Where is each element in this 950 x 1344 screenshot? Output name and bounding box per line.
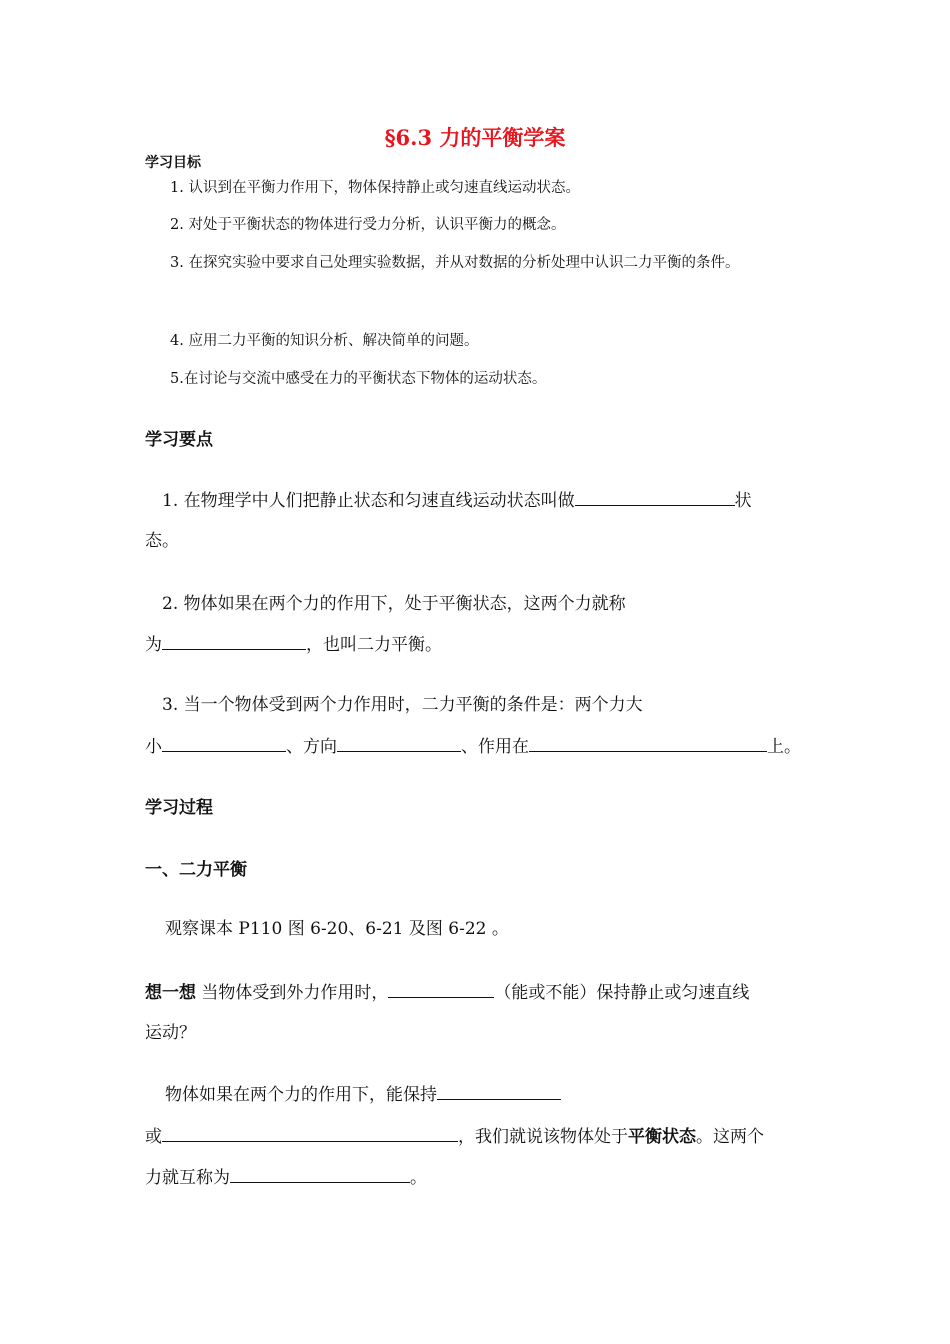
key-point-3-part-c: 、作用在 bbox=[461, 737, 529, 757]
objective-item-4: 4. 应用二力平衡的知识分析、解决简单的问题。 bbox=[170, 333, 479, 349]
key-point-1-text: 1. 在物理学中人们把静止状态和匀速直线运动状态叫做 bbox=[162, 491, 575, 511]
key-point-2-suffix: ，也叫二力平衡。 bbox=[306, 635, 442, 655]
key-point-2: 2. 物体如果在两个力的作用下，处于平衡状态，这两个力就称 bbox=[162, 594, 626, 614]
objectives-heading: 学习目标 bbox=[145, 155, 201, 171]
observe-text: 观察课本 P110 图 6-20、6-21 及图 6-22 。 bbox=[165, 919, 509, 939]
key-point-3-part-b: 、方向 bbox=[286, 737, 337, 757]
para-line1 bbox=[165, 1080, 561, 1105]
process-heading: 学习过程 bbox=[145, 798, 213, 818]
objective-item-2: 2. 对处于平衡状态的物体进行受力分析，认识平衡力的概念。 bbox=[170, 217, 566, 233]
key-point-1-line2: 态。 bbox=[145, 531, 179, 551]
think-line bbox=[145, 978, 749, 1003]
key-point-1-tail: 状 bbox=[734, 491, 752, 511]
answer-blank[interactable] bbox=[437, 1082, 561, 1100]
objective-item-3: 3. 在探究实验中要求自己处理实验数据，并从对数据的分析处理中认识二力平衡的条件。 bbox=[170, 255, 740, 271]
para-text: ，我们就说该物体处于 bbox=[458, 1127, 628, 1147]
para-text: 物体如果在两个力的作用下，能保持 bbox=[165, 1085, 437, 1105]
page-title: §6.3 力的平衡学案 bbox=[384, 125, 566, 150]
answer-blank[interactable] bbox=[230, 1165, 410, 1183]
key-points-heading: 学习要点 bbox=[145, 430, 213, 450]
balanced-state-term: 平衡状态 bbox=[628, 1127, 696, 1147]
answer-blank[interactable] bbox=[162, 1124, 458, 1142]
think-text: 当物体受到外力作用时， bbox=[196, 983, 389, 1003]
objective-item-1: 1. 认识到在平衡力作用下，物体保持静止或匀速直线运动状态。 bbox=[170, 180, 580, 196]
think-text-after: （能或不能）保持静止或匀速直线 bbox=[494, 983, 750, 1003]
think-line2: 运动？ bbox=[145, 1023, 196, 1043]
key-point-3-part-a: 小 bbox=[145, 737, 162, 757]
answer-blank[interactable] bbox=[388, 980, 494, 998]
key-point-1 bbox=[162, 486, 752, 511]
para-text: 。这两个 bbox=[696, 1127, 764, 1147]
answer-blank[interactable] bbox=[162, 632, 306, 650]
section-heading: 一、二力平衡 bbox=[145, 860, 247, 880]
para-line2 bbox=[145, 1122, 764, 1147]
key-point-2-line2 bbox=[145, 630, 442, 655]
think-label: 想一想 bbox=[145, 983, 196, 1003]
answer-blank[interactable] bbox=[575, 488, 735, 506]
answer-blank[interactable] bbox=[162, 734, 286, 752]
key-point-2-prefix: 为 bbox=[145, 635, 162, 655]
para-text: 力就互称为 bbox=[145, 1168, 230, 1188]
key-point-3-part-d: 上。 bbox=[767, 737, 801, 757]
key-point-3: 3. 当一个物体受到两个力作用时，二力平衡的条件是：两个力大 bbox=[162, 695, 643, 715]
objective-item-5: 5.在讨论与交流中感受在力的平衡状态下物体的运动状态。 bbox=[170, 371, 547, 387]
para-line3 bbox=[145, 1163, 427, 1188]
answer-blank[interactable] bbox=[337, 734, 461, 752]
para-text: 。 bbox=[410, 1168, 427, 1188]
key-point-3-line2 bbox=[145, 732, 801, 757]
answer-blank[interactable] bbox=[529, 734, 767, 752]
para-text: 或 bbox=[145, 1127, 162, 1147]
